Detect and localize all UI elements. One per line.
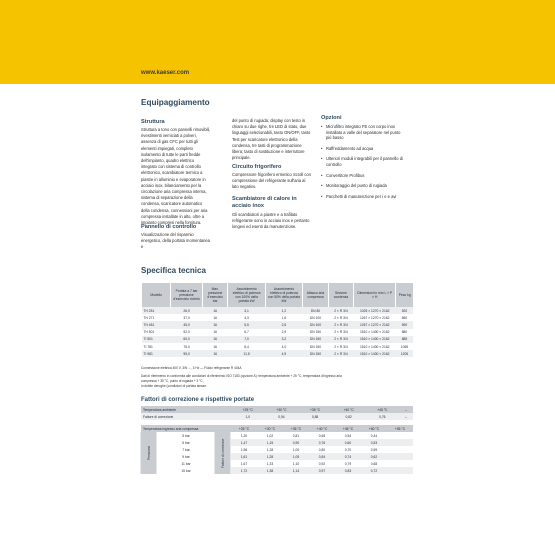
table-row: TI 501 60,0 16 7,0 3,2 DN 150 2 × R 3/4 1510 × 1400 × 2162 885 [142, 336, 414, 343]
table-row: Temperatura ambiente +25 °C +30 °C +35 °C +40 °C +45 °C – [141, 406, 413, 413]
struttura-text: Struttura a tono con pannelli rimovibili, rivestimenti verniciati a polveri, assenza di gas CFC per tutti gli elementi impiegati, completo isolamento di tutte le parti fredde dell'impianto, quadro elettrico integrato con sistema di controllo elettronico, scambiatore termico a piastre in alluminio e evaporatore in acciaio inox, bilanciamento per la circolazione aria compressa interna, sistema di separazione della condensa, scaricatore automatico della condensa, connessioni per aria compressa installate in alto, oltre a impianto compresi nella fornitura. [141, 127, 211, 226]
table-row: TH 271 37,0 16 4,3 1,6 DN 100 2 × R 3/4 1267 × 1270 × 2162 650 [143, 315, 408, 320]
correction-title: Fattori di correzione e rispettive portate [141, 397, 255, 403]
table-row: 15 bar 1,72 1,38 1,14 0,97 0,83 0,72 [141, 467, 413, 474]
table-row: TI 981 95,0 16 11,5 4,9 DN 150 2 × R 3/4 1510 × 1400 × 2162 1205 [142, 350, 414, 357]
table-row: Fattore di correzione 1,0 0,94 0,88 0,82 0,76 – [141, 413, 413, 420]
table-row: TH 501 52,0 16 6,7 2,9 DN 150 2 × R 3/4 1510 × 1400 × 2162 880 [143, 330, 408, 335]
spec-note-reference: Dati di riferimento in conformità alle condizioni di riferimento ISO 7183 (opzione A): temperatura ambiente + 25 °C, temperatura d'ingresso aria compressa + 35 °C, punto di rugiada + 3 °C, [141, 374, 342, 383]
list-item: • Ulteriori moduli integrabili per il pannello di controllo [321, 156, 405, 167]
website-url[interactable]: www.kaeser.com [141, 70, 190, 76]
ambient-table [141, 406, 413, 420]
pannello-text-cont: del punto di rugiada; display con testo in chiaro su due righe, tre LED di stato, due linguaggi selezionabili, tasto ON/OFF, tasto Test per scaricatore elettronico della condensa, tre tasti di programmazione libera; tasto di sostituzione e interruttore principale. [232, 118, 311, 161]
spec-title: Specifica tecnica [141, 266, 206, 275]
circuito-text: Compressore frigorifero ermetico Scroll con compressione del refrigerante sull'aria al lato negativo. [232, 172, 311, 190]
spec-header: Max. pressione d'esercizio bar [202, 283, 228, 307]
list-item: • Pacchetti di manutenzione per i e e avi [321, 194, 405, 200]
spec-header: Sezione condensa [328, 283, 353, 307]
circuito-heading: Circuito frigorifero [232, 164, 282, 170]
table-row: Temperatura ingresso aria compressa +25 °C +30 °C +35 °C +40 °C +45 °C +50 °C +55 °C [141, 425, 413, 432]
table-row: 9 bar 1,61 1,28 1,05 0,84 0,74 0,62 [141, 453, 413, 460]
spec-header: Assorbimento elettrico di potenza con 50% della portata kW [265, 283, 302, 307]
header-band [0, 0, 555, 84]
pannello-text: Visualizzazione del risparmio energetico, della portata momentanea e [141, 232, 210, 250]
table-row: TH 251 26,0 16 3,1 1,2 DN 80 2 × R 3/4 1025 × 1270 × 2162 520 [142, 307, 414, 314]
spec-table [141, 283, 413, 357]
table-row: 5 bar 1,47 1,15 0,90 0,76 0,60 0,53 [141, 439, 413, 446]
scambiatore-text: Gli scambiatori a piastre e a trafilato refrigerante sono in acciaio inox e pertanto longevi ed esenti da manutenzione. [232, 212, 310, 230]
list-item: • Raffreddamento ad acqua [321, 146, 405, 152]
list-item: • Monitoraggio del punto di rugiada [321, 183, 405, 189]
table-row: Pressione 5 bar Fattore di correzione 1,20 1,02 0,81 0,65 0,54 0,44 [141, 432, 413, 439]
spec-note-electrical: Connessione elettrica 400 V, 3/N ∼, 3 Hz — Fluido refrigerante R 404A [141, 366, 242, 370]
table-row: 7 bar 1,56 1,28 1,00 0,80 0,70 0,59 [182, 447, 378, 452]
opzioni-list [321, 124, 405, 204]
spec-header: Attacco aria compressa [303, 283, 329, 307]
pannello-heading: Pannello di controllo [141, 224, 197, 230]
spec-header: Peso kg [396, 283, 413, 307]
spec-header: Modello [142, 283, 171, 307]
spec-header: Assorbimento elettrico di potenza con 100% della portata kW [228, 283, 265, 307]
spec-header: Portata a 7 bar pressione d'esercizio m³/min [171, 283, 203, 307]
spec-note-deroghe: in debite deroghe (condizioni di portata stesse. [141, 384, 207, 388]
page-title: Equipaggiamento [141, 98, 210, 107]
table-row: 11 bar 1,67 1,33 1,10 0,92 0,79 0,68 [181, 461, 378, 466]
struttura-heading: Struttura [141, 119, 165, 125]
opzioni-heading: Opzioni [321, 115, 342, 121]
inlet-table [141, 425, 413, 474]
table-row: TH 451 45,0 16 5,5 2,5 DN 100 2 × R 3/4 1267 × 1270 × 2162 690 [142, 321, 414, 328]
col-group-label: Fattore di correzione [215, 432, 231, 474]
list-item: • Convertitore Profibus [321, 173, 405, 179]
row-group-label: Pressione [141, 432, 157, 474]
list-item: • Microfiltro integrato FE con corpo inox installato a valle del separatore nel punto più basso [321, 124, 405, 141]
table-row: TI 781 75,0 16 8,4 4,0 DN 150 2 × R 3/4 1510 × 1400 × 2162 1065 [143, 344, 409, 349]
spec-header: Dimensioni in mm L × P × H [354, 283, 396, 307]
scambiatore-heading: Scambiatore di calore in acciaio inox [232, 196, 297, 209]
